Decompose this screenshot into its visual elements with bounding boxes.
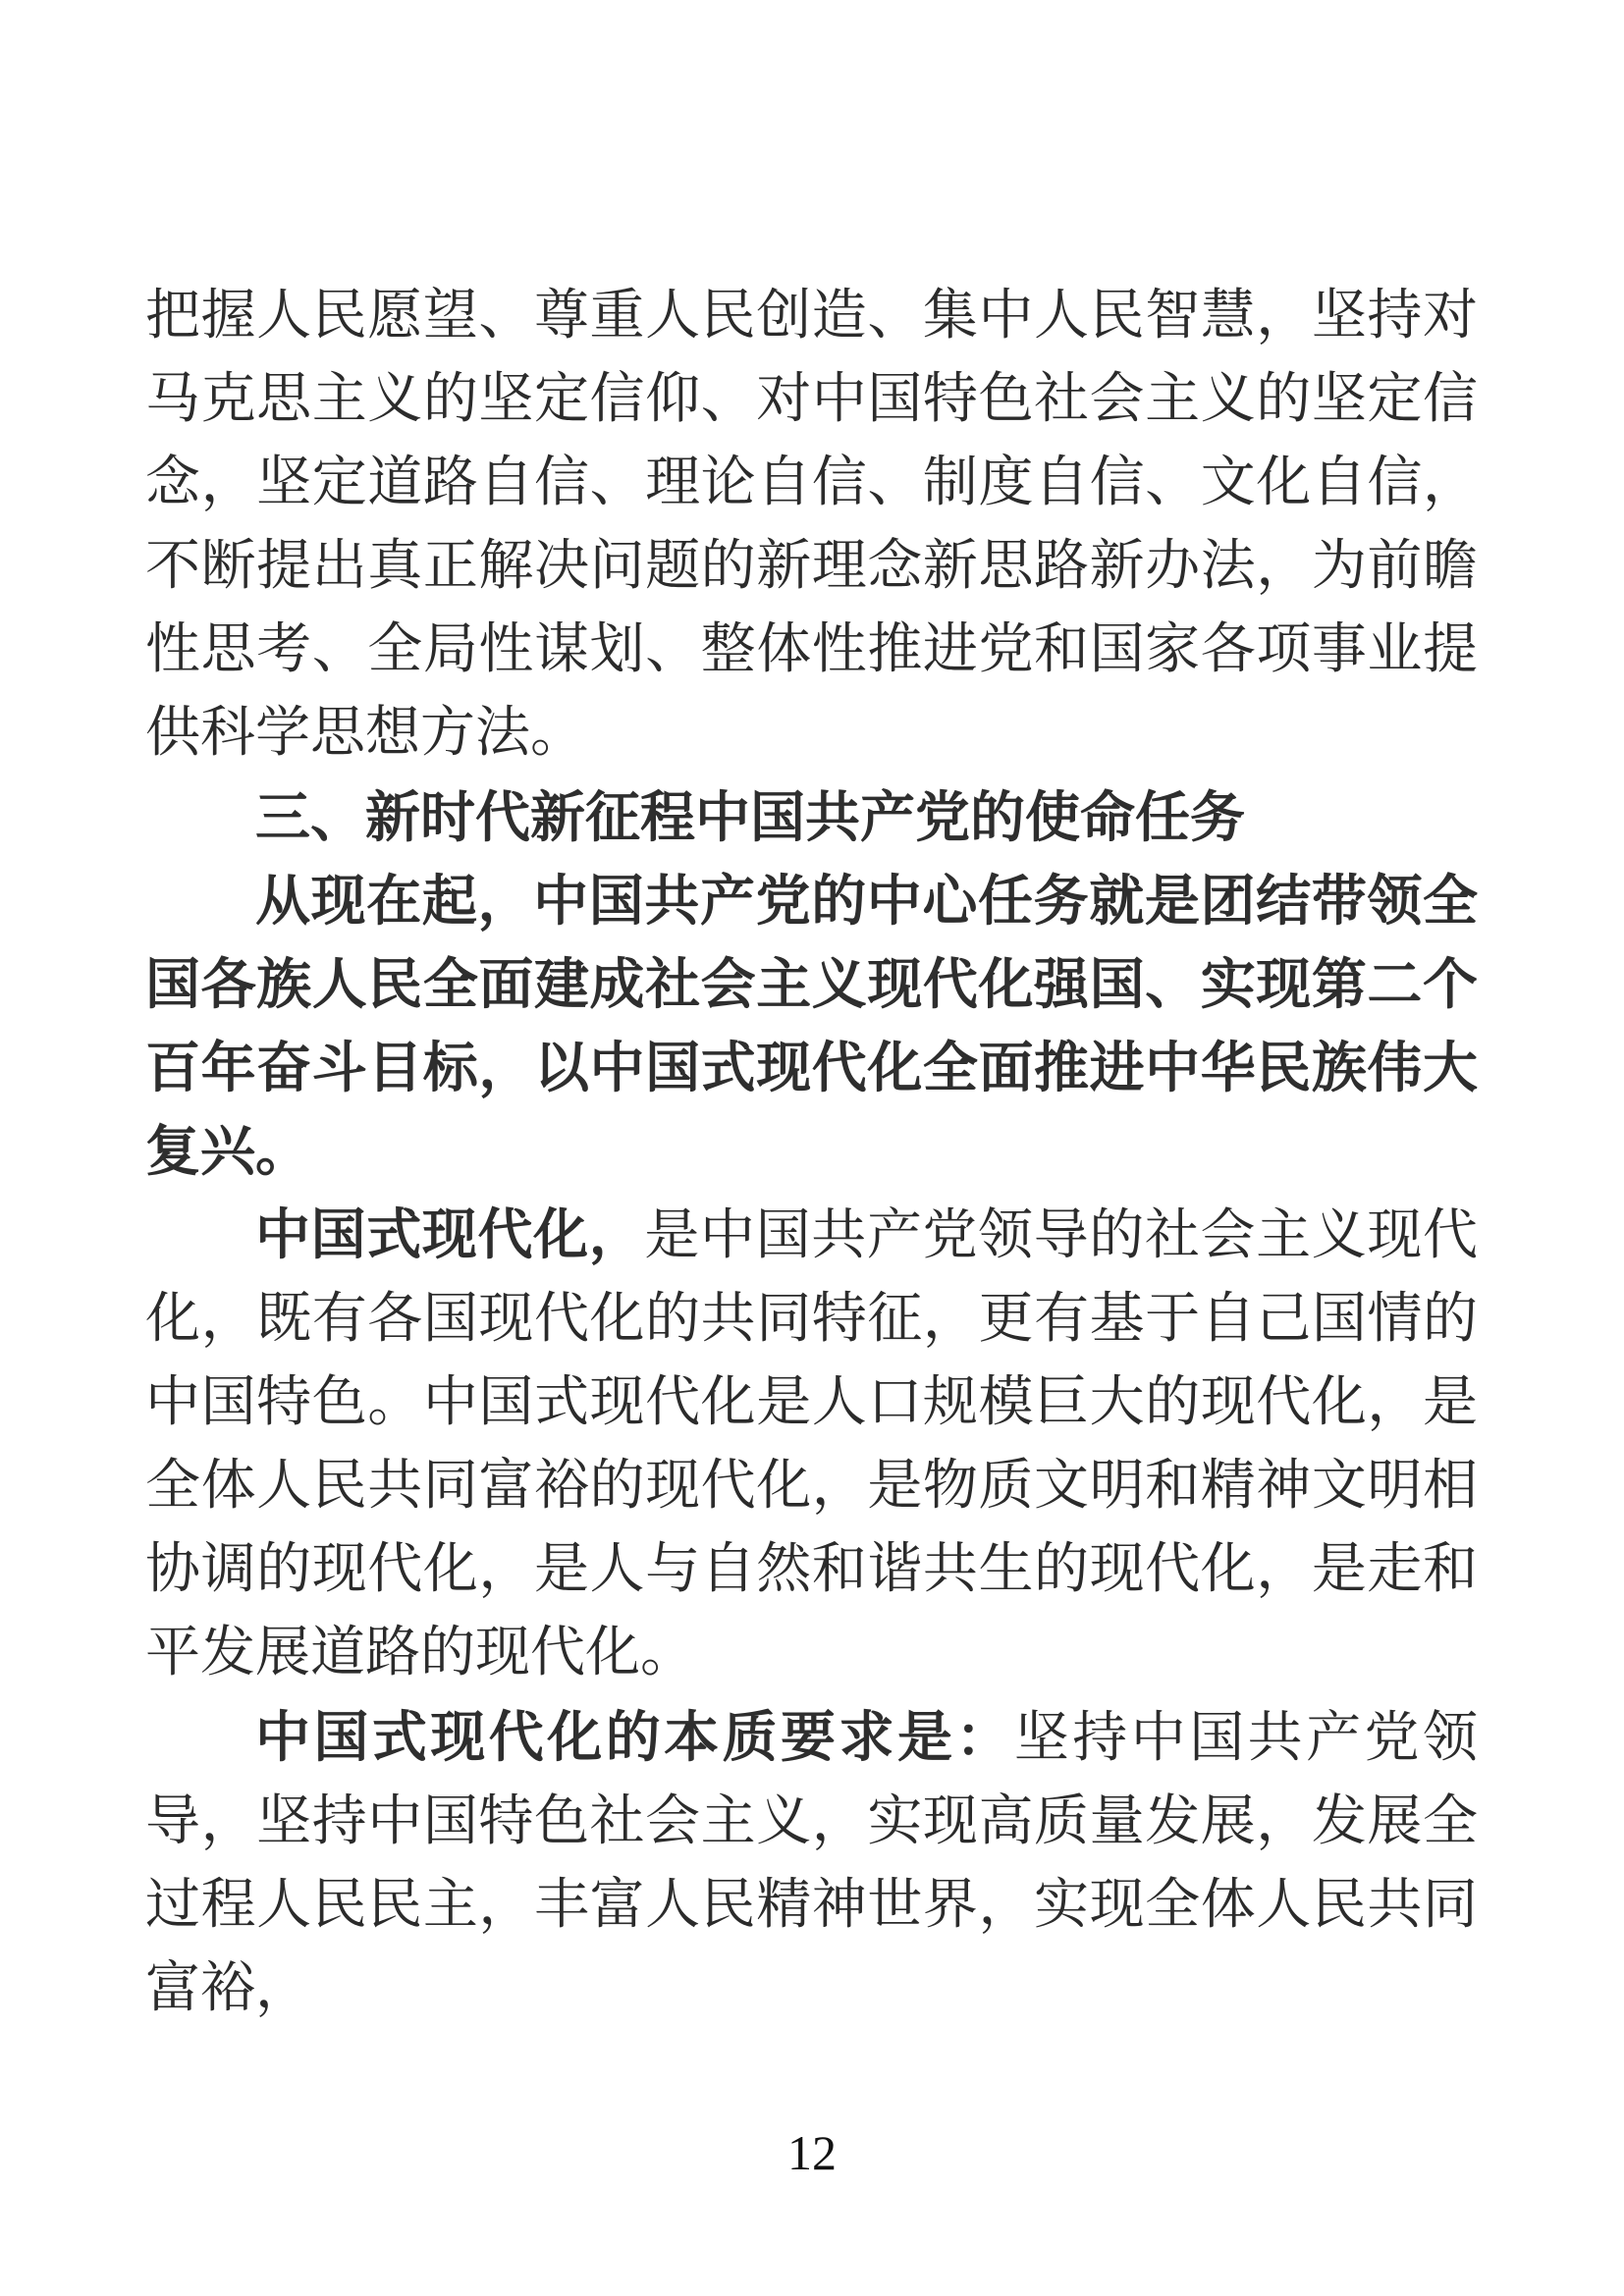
paragraph-4-bold-lead: 中国式现代化的本质要求是： (255, 1706, 1014, 1768)
body-paragraph-3 (145, 1193, 1478, 1695)
text-block (145, 275, 1478, 2031)
body-paragraph-1: 把握人民愿望、尊重人民创造、集中人民智慧，坚持对马克思主义的坚定信仰、对中国特色社会主义的坚定信念，坚定道路自信、理论自信、制度自信、文化自信，不断提出真正解决问题的新理念新思路新办法，为前瞻性思考、全局性谋划、整体性推进党和国家各项事业提供科学思想方法。 (145, 286, 1478, 764)
section-heading: 三、新时代新征程中国共产党的使命任务 (255, 786, 1245, 848)
body-paragraph-4 (145, 1695, 1478, 2031)
page-number: 12 (787, 2125, 837, 2180)
paragraph-3-bold-lead: 中国式现代化， (255, 1203, 645, 1265)
paragraph-3-text: 是中国共产党领导的社会主义现代化，既有各国现代化的共同特征，更有基于自己国情的中国特色。中国式现代化是人口规模巨大的现代化，是全体人民共同富裕的现代化，是物质文明和精神文明相协调的现代化，是人与自然和谐共生的现代化，是走和平发展道路的现代化。 (145, 1205, 1479, 1683)
body-paragraph-2: 从现在起，中国共产党的中心任务就是团结带领全国各族人民全面建成社会主义现代化强国、实现第二个百年奋斗目标，以中国式现代化全面推进中华民族伟大复兴。 (145, 870, 1478, 1182)
paragraph-4-text: 坚持中国共产党领导，坚持中国特色社会主义，实现高质量发展，发展全过程人民民主，丰富人民精神世界，实现全体人民共同富裕， (145, 1708, 1479, 2019)
